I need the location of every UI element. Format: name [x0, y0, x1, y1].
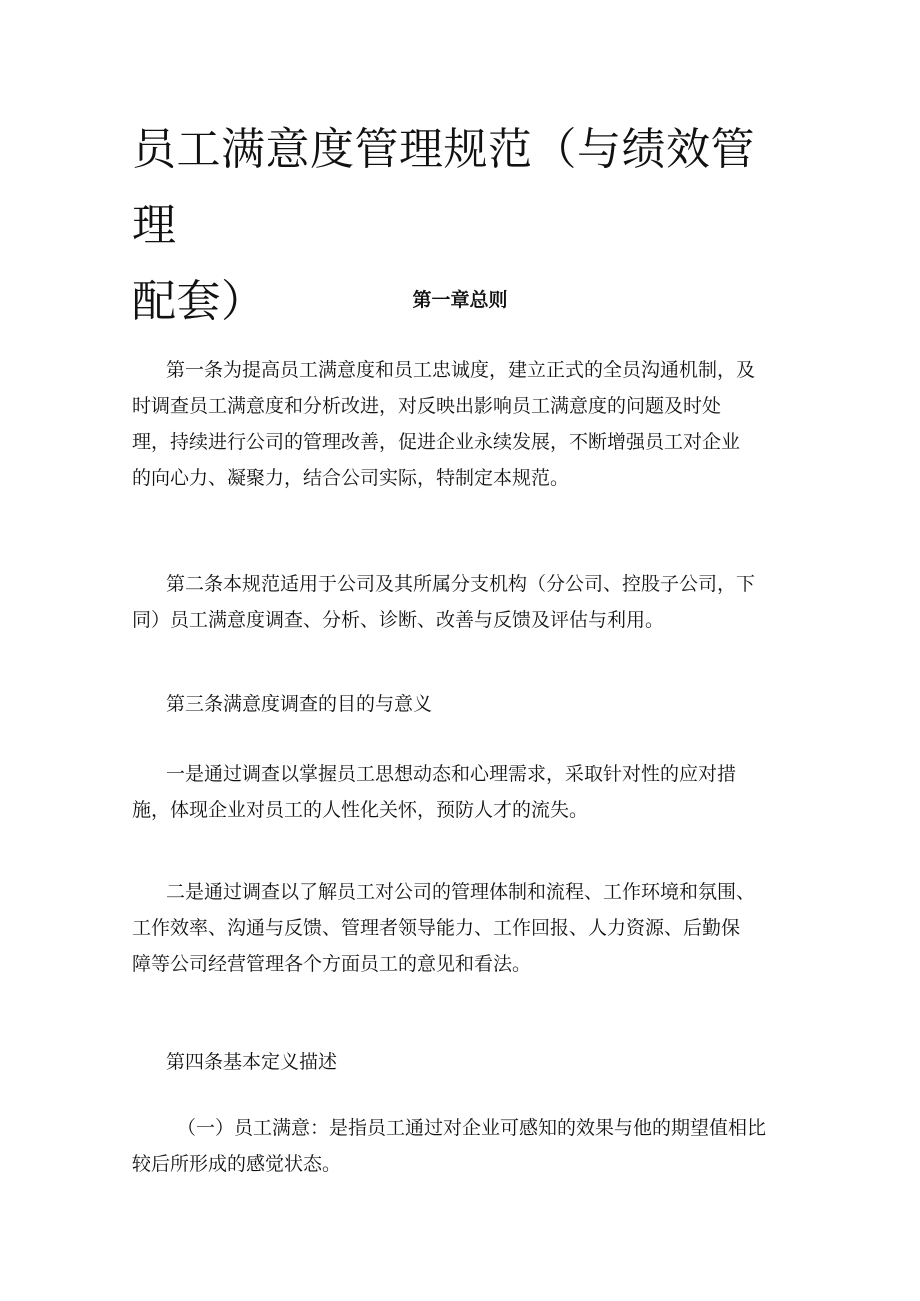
chapter-heading: 第一章总则: [412, 289, 508, 311]
paragraph-article-4-heading: 第四条基本定义描述: [166, 1051, 338, 1073]
paragraph-article-3-heading: 第三条满意度调查的目的与意义: [166, 693, 433, 715]
document-title: 员工满意度管理规范（与绩效管理 配套）: [132, 124, 755, 327]
paragraph-definition-1: （一）员工满意：是指员工通过对企业可感知的效果与他的期望值相比 较后所形成的感觉状态。: [132, 1117, 767, 1175]
paragraph-article-2: 第二条本规范适用于公司及其所属分支机构（分公司、控股子公司，下 同）员工满意度调查、分析、诊断、改善与反馈及评估与利用。: [132, 573, 756, 631]
paragraph-article-1: 第一条为提高员工满意度和员工忠诚度，建立正式的全员沟通机制，及 时调查员工满意度和分析改进，对反映出影响员工满意度的问题及时处 理，持续进行公司的管理改善，促进企业永续发展，不断增强员工对企业 的向心力、凝聚力，结合公司实际，特制定本规范。: [132, 359, 756, 489]
paragraph-purpose-2: 二是通过调查以了解员工对公司的管理体制和流程、工作环境和氛围、 工作效率、沟通与反馈、管理者领导能力、工作回报、人力资源、后勤保 障等公司经营管理各个方面员工的意见和看法。: [132, 881, 756, 975]
paragraph-purpose-1: 一是通过调查以掌握员工思想动态和心理需求，采取针对性的应对措 施，体现企业对员工的人性化关怀，预防人才的流失。: [132, 763, 737, 821]
